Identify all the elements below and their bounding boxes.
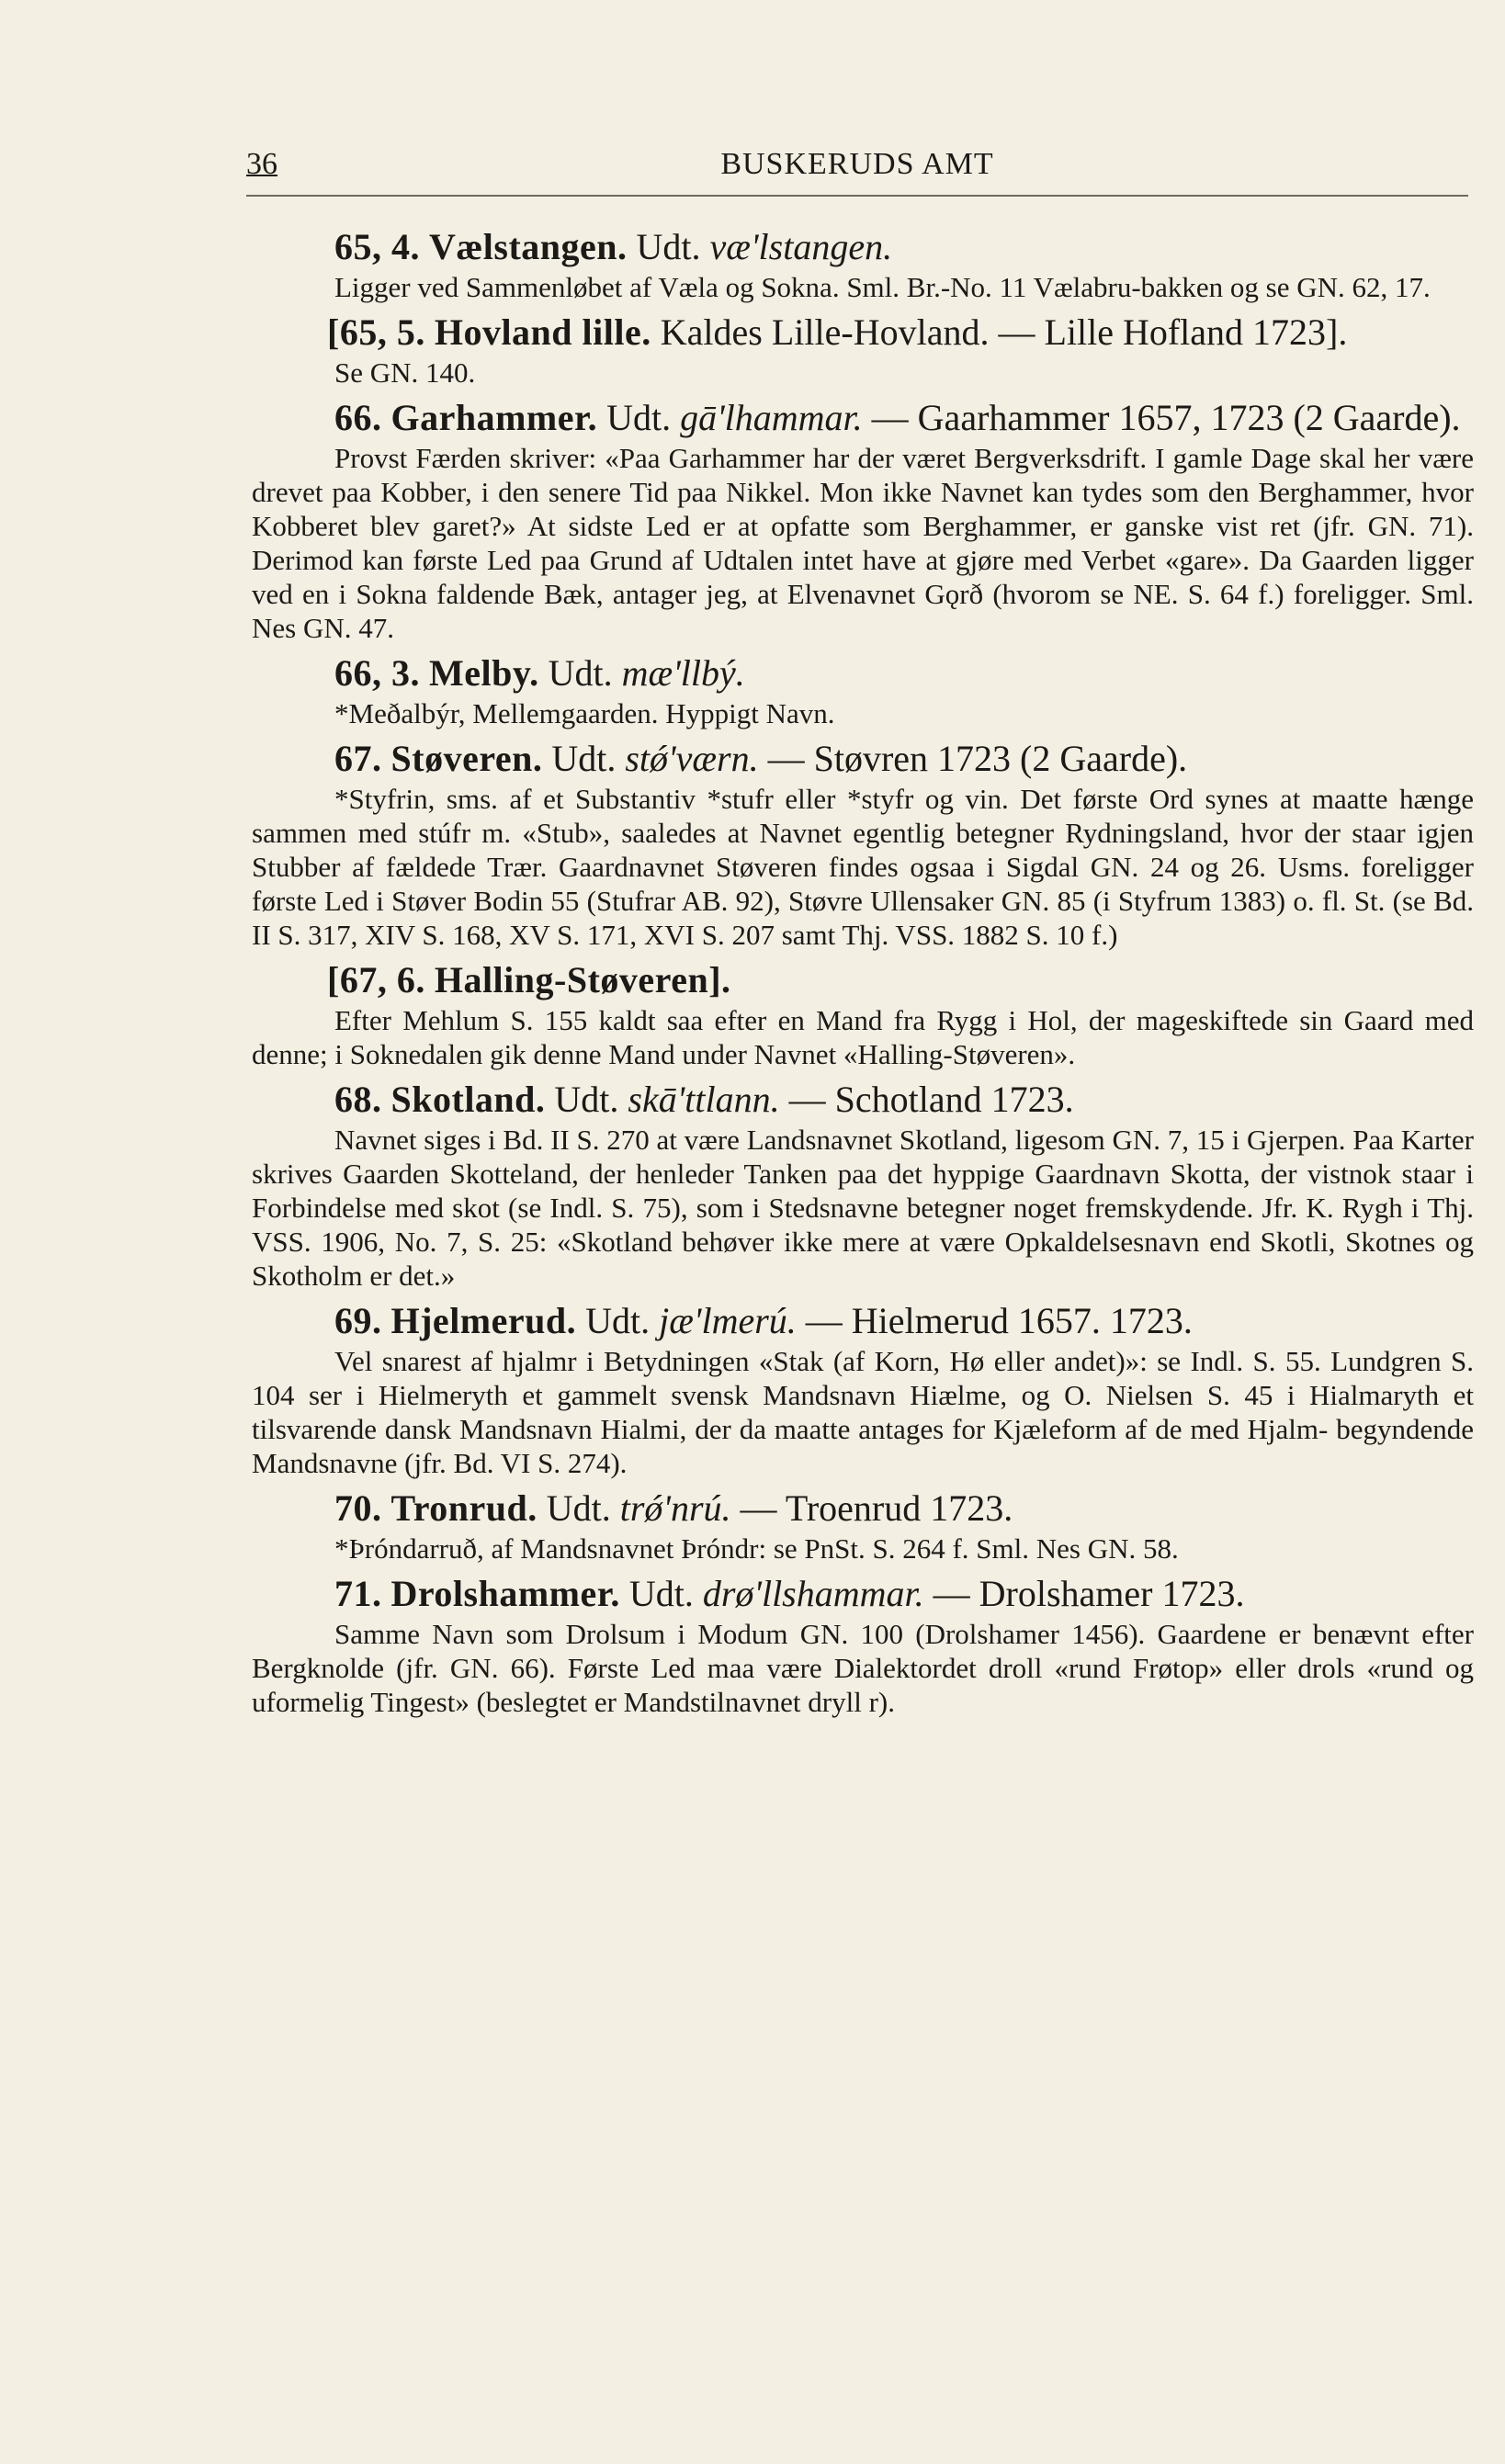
entry-variants: — Hielmerud 1657. 1723. — [805, 1300, 1193, 1341]
entry-number: 66, 3. — [334, 652, 420, 694]
entry-heading — [252, 957, 1474, 1003]
page-body — [252, 224, 1474, 1719]
entry-text: Samme Navn som Drolsum i Modum GN. 100 (Drolshamer 1456). Gaardene er benævnt efter Bergknolde (jfr. GN. 66). Første Led maa være Dialektordet droll «rund Frøtop» eller drols «rund og uformelig Tingest» (beslegtet er Mandstilnavnet dryll r). — [252, 1618, 1474, 1718]
entry-66 — [252, 395, 1474, 645]
entry-variants: — Schotland 1723. — [788, 1079, 1074, 1120]
entry-name: Skotland. — [390, 1079, 546, 1120]
entry-text: Efter Mehlum S. 155 kaldt saa efter en Mand fra Rygg i Hol, der mageskiftede sin Gaard med denne; i Soknedalen gik denne Mand under Navnet «Halling-Støveren». — [252, 1004, 1474, 1070]
page-number: 36 — [246, 147, 277, 181]
entry-number: [65, 5. — [327, 311, 425, 353]
entry-pronunciation: drø'llshammar. — [702, 1573, 924, 1614]
entry-text: Ligger ved Sammenløbet af Væla og Sokna. Sml. Br.-No. 11 Vælabru-bakken og se GN. 62, 17. — [334, 271, 1431, 303]
entry-pronunciation: trǿ'nrú. — [619, 1487, 731, 1529]
entry-70 — [252, 1486, 1474, 1565]
entry-udt: Udt. — [636, 226, 701, 267]
entry-text: Navnet siges i Bd. II S. 270 at være Landsnavnet Skotland, ligesom GN. 7, 15 i Gjerpen. Paa Karter skrives Gaarden Skotteland, der henleder Tanken paa det hyppige Gaardnavn Skotta, der vistnok staar i Forbindelse med skot (se Indl. S. 75), som i Stedsnavne betegner noget fremskydende. Jfr. K. Rygh i Thj. VSS. 1906, No. 7, S. 25: «Skotland behøver ikke mere at være Opkaldelsesnavn end Skotli, Skotnes og Skotholm er det.» — [252, 1124, 1474, 1292]
entry-number: 65, 4. — [334, 226, 420, 267]
entry-65-4 — [252, 224, 1474, 304]
entry-number: 70. — [334, 1487, 382, 1529]
entry-text: Se GN. 140. — [334, 356, 476, 389]
entry-heading — [252, 1298, 1474, 1344]
entry-number: 69. — [334, 1300, 382, 1341]
entry-udt: Udt. — [551, 738, 617, 779]
entry-name: Tronrud. — [390, 1487, 538, 1529]
entry-number: 66. — [334, 397, 382, 438]
entry-name: Garhammer. — [390, 397, 598, 438]
entry-heading — [252, 650, 1474, 696]
entry-name: Støveren. — [390, 738, 543, 779]
entry-heading — [252, 395, 1474, 441]
running-title: BUSKERUDS AMT — [720, 147, 994, 181]
entry-pronunciation: skā'ttlann. — [628, 1079, 780, 1120]
page-header — [246, 147, 1468, 193]
entry-name: Melby. — [429, 652, 539, 694]
entry-variants: Kaldes Lille-Hovland. — Lille Hofland 1723]. — [660, 311, 1348, 353]
entry-udt: Udt. — [546, 1487, 611, 1529]
entry-65-5 — [252, 310, 1474, 390]
entry-name: Hovland lille. — [434, 311, 651, 353]
entry-67-6 — [252, 957, 1474, 1071]
entry-68 — [252, 1077, 1474, 1293]
entry-udt: Udt. — [628, 1573, 694, 1614]
entry-name: Vælstangen. — [429, 226, 628, 267]
entry-67 — [252, 736, 1474, 952]
entry-heading — [252, 224, 1474, 270]
header-rule — [246, 195, 1468, 197]
entry-text: *Þróndarruð, af Mandsnavnet Þróndr: se PnSt. S. 264 f. Sml. Nes GN. 58. — [334, 1532, 1179, 1565]
entry-pronunciation: væ'lstangen. — [709, 226, 893, 267]
entry-name: Drolshammer. — [390, 1573, 620, 1614]
entry-name: Hjelmerud. — [390, 1300, 577, 1341]
entry-variants: — Støvren 1723 (2 Gaarde). — [767, 738, 1188, 779]
entry-variants: — Gaarhammer 1657, 1723 (2 Gaarde). — [871, 397, 1461, 438]
entry-pronunciation: gā'lhammar. — [680, 397, 863, 438]
entry-udt: Udt. — [554, 1079, 619, 1120]
entry-text: Vel snarest af hjalmr i Betydningen «Stak (af Korn, Hø eller andet)»: se Indl. S. 55. Lundgren S. 104 ser i Hielmeryth et gammelt svensk Mandsnavn Hiælme, og O. Nielsen S. 45 i Hialmaryth et tilsvarende dansk Mandsnavn Hialmi, der da maatte antages for Kjæleform af de med Hjalm- begyndende Mandsnavne (jfr. Bd. VI S. 274). — [252, 1345, 1474, 1479]
entry-heading — [252, 736, 1474, 782]
entry-number: 67. — [334, 738, 382, 779]
entry-number: 68. — [334, 1079, 382, 1120]
entry-udt: Udt. — [606, 397, 672, 438]
entry-heading — [252, 310, 1474, 356]
entry-number: 71. — [334, 1573, 382, 1614]
entry-heading — [252, 1486, 1474, 1532]
entry-udt: Udt. — [548, 652, 613, 694]
entry-71 — [252, 1571, 1474, 1719]
entry-variants: — Drolshamer 1723. — [933, 1573, 1245, 1614]
entry-heading — [252, 1077, 1474, 1123]
entry-variants: — Troenrud 1723. — [740, 1487, 1013, 1529]
entry-text: Provst Færden skriver: «Paa Garhammer har der været Bergverksdrift. I gamle Dage skal her være drevet paa Kobber, i den senere Tid paa Nikkel. Mon ikke Navnet kan tydes som den Berghammer, hvor Kobberet blev garet?» At sidste Led er at opfatte som Berghammer, er ganske vist ret (jfr. GN. 71). Derimod kan første Led paa Grund af Udtalen intet have at gjøre med Verbet «gare». Da Gaarden ligger ved en i Sokna faldende Bæk, antager jeg, at Elvenavnet Gǫrð (hvorom se NE. S. 64 f.) foreligger. Sml. Nes GN. 47. — [252, 442, 1474, 644]
entry-udt: Udt. — [585, 1300, 651, 1341]
entry-69 — [252, 1298, 1474, 1480]
entry-pronunciation: stǿ'værn. — [625, 738, 759, 779]
entry-text: *Styfrin, sms. af et Substantiv *stufr eller *styfr og vin. Det første Ord synes at maatte hænge sammen med stúfr m. «Stub», saaledes at Navnet egentlig betegner Rydningsland, hvor der staar igjen Stubber af fældede Trær. Gaardnavnet Støveren findes ogsaa i Sigdal GN. 24 og 26. Usms. foreligger første Led i Støver Bodin 55 (Stufrar AB. 92), Støvre Ullensaker GN. 85 (i Styfrum 1383) o. fl. St. (se Bd. II S. 317, XIV S. 168, XV S. 171, XVI S. 207 samt Thj. VSS. 1882 S. 10 f.) — [252, 783, 1474, 951]
entry-heading — [252, 1571, 1474, 1617]
entry-number: [67, 6. — [327, 959, 425, 1000]
entry-66-3 — [252, 650, 1474, 730]
entry-name: Halling-Støveren]. — [434, 959, 731, 1000]
entry-pronunciation: mæ'llbý. — [621, 652, 745, 694]
entry-text: *Meðalbýr, Mellemgaarden. Hyppigt Navn. — [334, 697, 835, 729]
entry-pronunciation: jæ'lmerú. — [659, 1300, 797, 1341]
